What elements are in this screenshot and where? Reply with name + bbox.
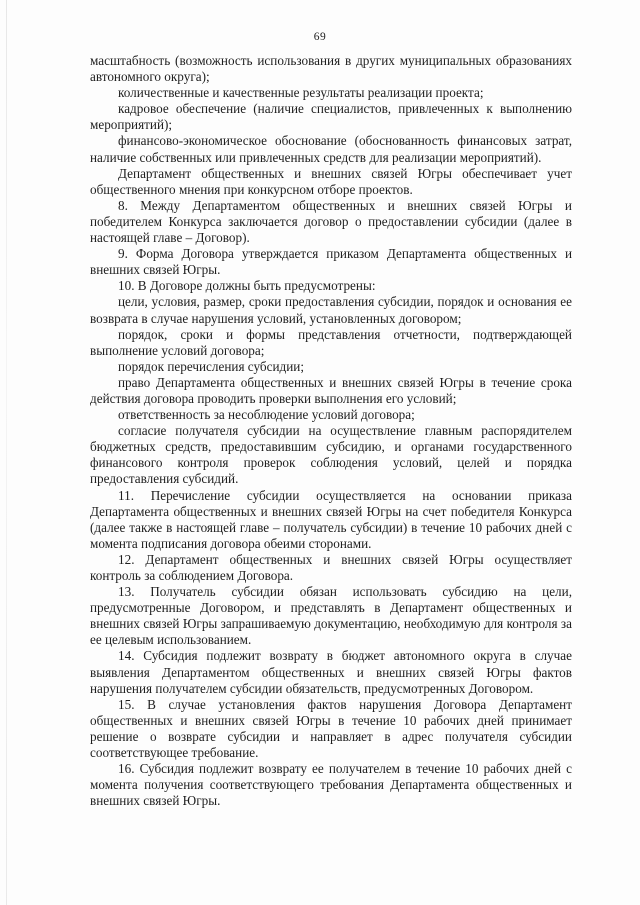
document-body [90, 53, 572, 809]
scan-edge [6, 0, 7, 905]
paragraph-item-12: 12. Департамент общественных и внешних связей Югры осуществляет контроль за соблюдением Договора. [90, 551, 572, 583]
page-number: 69 [313, 31, 327, 43]
paragraph: кадровое обеспечение (наличие специалистов, привлеченных к выполнению мероприятий); [90, 101, 572, 133]
paragraph: количественные и качественные результаты реализации проекта; [118, 85, 484, 101]
paragraph: цели, условия, размер, сроки предоставления субсидии, порядок и основания ее возврата в случае нарушения условий, установленных договором; [90, 294, 572, 326]
paragraph-item-8: 8. Между Департаментом общественных и внешних связей Югры и победителем Конкурса заключается договор о предоставлении субсидии (далее в настоящей главе – Договор). [90, 197, 572, 246]
paragraph-item-10: 10. В Договоре должны быть предусмотрены: [118, 278, 376, 294]
paragraph: ответственность за несоблюдение условий договора; [118, 407, 415, 423]
paragraph: согласие получателя субсидии на осуществление главным распорядителем бюджетных средств, предоставившим субсидию, и органами государственного финансового контроля проверок соблюдения условий, целей и порядка предоставления субсидий. [90, 423, 572, 487]
paragraph-item-16: 16. Субсидия подлежит возврату ее получателем в течение 10 рабочих дней с момента получения соответствующего требования Департамента общественных и внешних связей Югры. [90, 761, 572, 809]
paragraph-item-11: 11. Перечисление субсидии осуществляется на основании приказа Департамента общественных и внешних связей Югры на счет победителя Конкурса (далее также в настоящей главе – получатель субсидии) в течение 10 рабочих дней с момента подписания договора обеими сторонами. [90, 487, 572, 551]
paragraph-first-cont: масштабность (возможность использования в других муниципальных образованиях автономного округа); [90, 53, 572, 85]
paragraph-item-15: 15. В случае установления фактов нарушения Договора Департамент общественных и внешних связей Югры в течение 10 рабочих дней принимает решение о возврате субсидии и направляет в адрес получателя субсидии соответствующее требование. [90, 696, 572, 761]
paragraph-item-14: 14. Субсидия подлежит возврату в бюджет автономного округа в случае выявления Департаментом общественных и внешних связей Югры фактов нарушения получателем субсидии обязательств, предусмотренных Договором. [90, 648, 572, 696]
paragraph-item-9: 9. Форма Договора утверждается приказом Департамента общественных и внешних связей Югры. [90, 246, 572, 278]
paragraph: право Департамента общественных и внешних связей Югры в течение срока действия договора проводить проверки выполнения его условий; [90, 374, 572, 406]
paragraph-item-13: 13. Получатель субсидии обязан использовать субсидию на цели, предусмотренные Договором, и представлять в Департамент общественных и внешних связей Югры запрашиваемую документацию, необходимую для контроля за ее целевым использованием. [90, 584, 572, 648]
paragraph: порядок, сроки и формы представления отчетности, подтверждающей выполнение условий договора; [90, 326, 572, 358]
paragraph: Департамент общественных и внешних связей Югры обеспечивает учет общественного мнения при конкурсном отборе проектов. [90, 165, 572, 197]
paragraph: порядок перечисления субсидии; [118, 358, 305, 374]
paragraph: финансово-экономическое обоснование (обоснованность финансовых затрат, наличие собственных или привлеченных средств для реализации мероприятий). [90, 133, 572, 165]
